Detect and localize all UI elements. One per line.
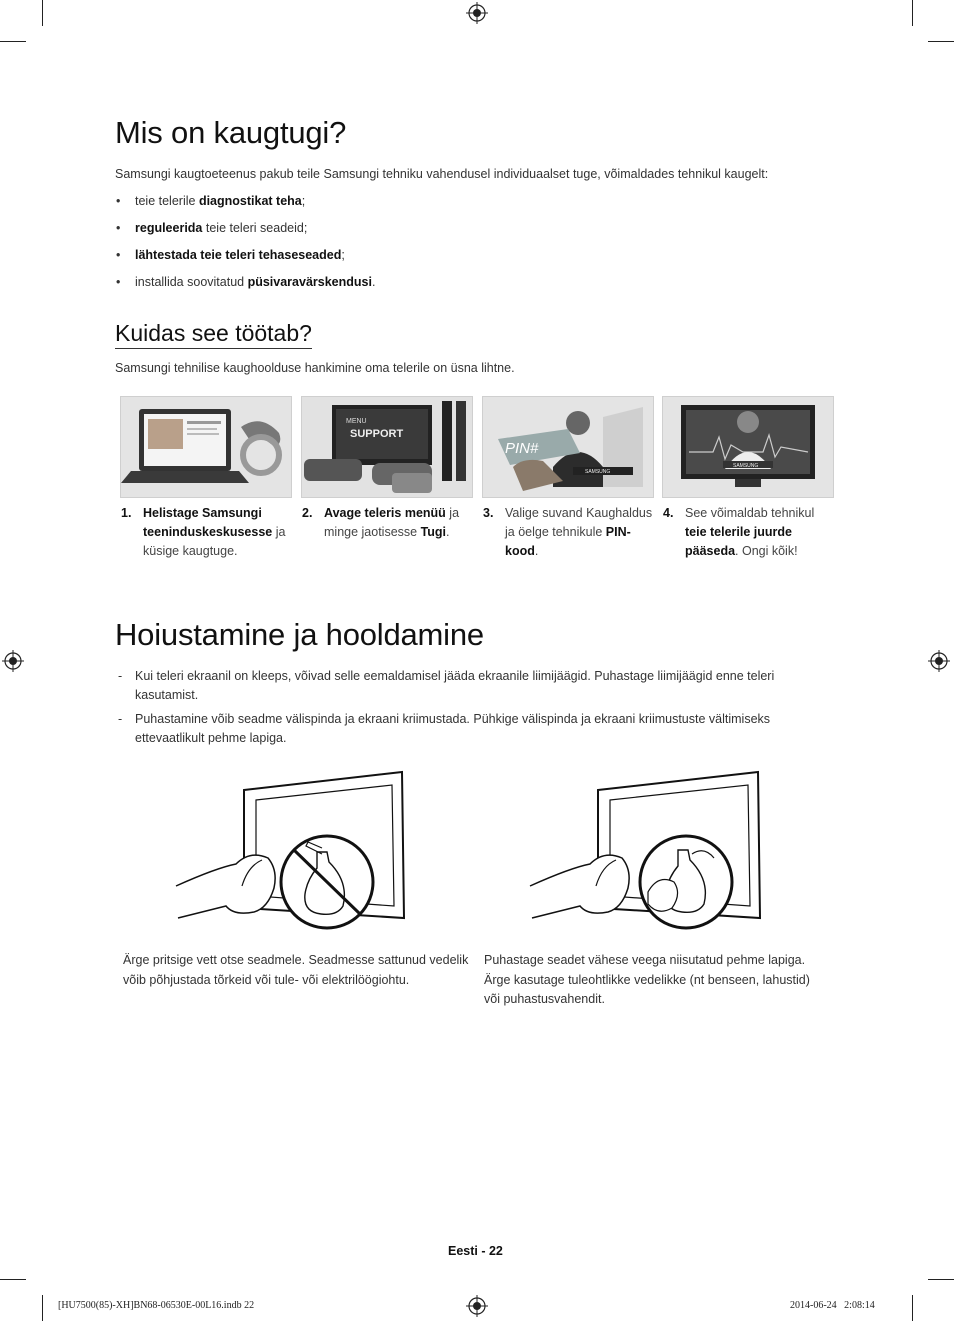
registration-mark-icon xyxy=(2,650,24,672)
laptop-phone-illustration xyxy=(121,397,291,497)
crop-mark xyxy=(912,1295,913,1321)
list-item: - Kui teleri ekraanil on kleeps, võivad selle eemaldamisel jääda ekraanile liimijäägid. Puhastage liimijäägid enne teleri kasutamist. xyxy=(118,669,775,702)
brand-label: SAMSUNG xyxy=(733,463,759,469)
crop-mark xyxy=(42,0,43,26)
remote-support-list xyxy=(116,192,816,300)
list-item: • teie telerile diagnostikat teha; xyxy=(116,194,306,208)
wipe-cloth-illustration xyxy=(528,768,768,933)
list-item: • installida soovitatud püsivaravärskendusi. xyxy=(116,275,376,289)
step-1-image xyxy=(120,396,292,498)
print-file-info: [HU7500(85)-XH]BN68-06530E-00L16.indb 22 xyxy=(58,1300,255,1311)
print-date-info: 2014-06-24 2:08:14 xyxy=(790,1300,875,1311)
list-item: • reguleerida teie teleri seadeid; xyxy=(116,221,308,235)
care-notes-list xyxy=(116,667,816,753)
crop-mark xyxy=(42,1295,43,1321)
page-number: Eesti - 22 xyxy=(448,1244,503,1258)
registration-mark-icon xyxy=(466,2,488,24)
step-2-text: 2. Avage teleris menüü ja minge jaotisesse Tugi. xyxy=(302,506,460,539)
caption-no-spray: Ärge pritsige vett otse seadmele. Seadmesse sattunud vedelik võib põhjustada tõrkeid või tule- või elektrilöögiohtu. xyxy=(123,953,469,987)
tv-technician-illustration xyxy=(663,397,833,497)
no-spray-illustration xyxy=(172,768,412,933)
step-3-image xyxy=(482,396,654,498)
list-item: - Puhastamine võib seadme välispinda ja ekraani kriimustada. Pühkige välispinda ja ekraani kriimustuste vältimiseks ettevaatlikult pehme lapiga. xyxy=(118,712,771,745)
step-2-image xyxy=(301,396,473,498)
support-label: SUPPORT xyxy=(350,428,404,440)
pin-technician-illustration xyxy=(483,397,653,497)
tv-menu-illustration xyxy=(302,397,472,497)
crop-mark xyxy=(928,41,954,42)
registration-mark-icon xyxy=(928,650,950,672)
list-item: • lähtestada teie teleri tehaseseaded; xyxy=(116,248,345,262)
crop-mark xyxy=(0,41,26,42)
step-1-text: 1. Helistage Samsungi teeninduskeskusesse ja küsige kaugtuge. xyxy=(121,506,286,558)
crop-mark xyxy=(0,1279,26,1280)
registration-mark-icon xyxy=(466,1295,488,1317)
section-title-remote-support: Mis on kaugtugi? xyxy=(115,115,347,150)
section-title-how-it-works: Kuidas see töötab? xyxy=(115,320,312,349)
step-4-text: 4. See võimaldab tehnikul teie telerile juurde pääseda. Ongi kõik! xyxy=(663,506,815,558)
menu-label: MENU xyxy=(346,418,367,425)
intro-how-it-works: Samsungi tehnilise kaughoolduse hankimine oma telerile on üsna lihtne. xyxy=(115,361,515,375)
crop-mark xyxy=(912,0,913,26)
crop-mark xyxy=(928,1279,954,1280)
section-title-storage-care: Hoiustamine ja hooldamine xyxy=(115,617,484,652)
caption-wipe-cloth: Puhastage seadet vähese veega niisutatud pehme lapiga. Ärge kasutage tuleohtlikke vedelikke (nt benseen, lahustid) või puhastusvahendit. xyxy=(484,953,810,1006)
intro-remote-support: Samsungi kaugtoeteenus pakub teile Samsungi tehniku vahendusel individuaalset tuge, võimaldades tehnikul kaugelt: xyxy=(115,167,769,181)
pin-label: PIN# xyxy=(505,440,539,457)
step-3-text: 3. Valige suvand Kaughaldus ja öelge tehnikule PIN-kood. xyxy=(483,506,653,558)
step-4-image xyxy=(662,396,834,498)
brand-label: SAMSUNG xyxy=(585,469,611,475)
